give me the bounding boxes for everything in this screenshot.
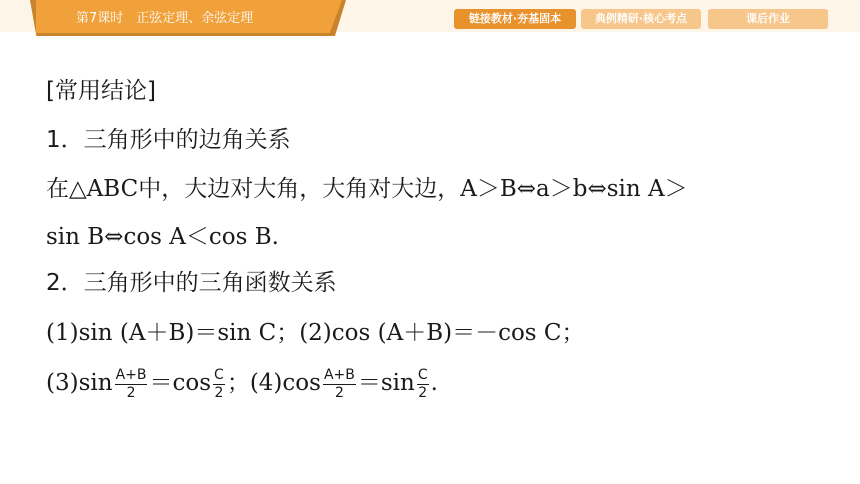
fraction: [115, 367, 148, 402]
section-heading: [常用结论]: [46, 78, 156, 104]
fraction: [417, 367, 429, 402]
formula-part: .: [430, 370, 438, 396]
fraction: [323, 367, 356, 402]
fraction-numerator: C: [214, 366, 224, 383]
lesson-title: 第7课时 正弦定理、余弦定理: [76, 11, 254, 26]
item2-heading: 2．三角形中的三角函数关系: [46, 270, 337, 296]
fraction-denominator: 2: [334, 384, 344, 401]
fraction-numerator: C: [417, 366, 428, 383]
nav-button-homework[interactable]: 课后作业: [708, 9, 828, 29]
nav-button-examples[interactable]: 典例精研·核心考点: [581, 9, 701, 29]
fraction-numerator: A+B: [115, 366, 147, 383]
nav-button-textbook[interactable]: 链接教材·夯基固本: [454, 9, 576, 29]
formula-part: ＝sin: [357, 370, 415, 396]
item1-line1: 在△ABC中，大边对大角，大角对大边，A＞B⇔a＞b⇔sin A＞: [46, 176, 688, 202]
item2-line2: [46, 364, 438, 402]
item2-line1: (1)sin (A＋B)＝sin C；(2)cos (A＋B)＝－cos C；: [46, 320, 585, 346]
formula-part: ＝cos: [149, 370, 212, 396]
formula-part: (3)sin: [46, 370, 113, 396]
formula-part: ；(4)cos: [226, 370, 321, 396]
item1-line2: sin B⇔cos A＜cos B.: [46, 224, 279, 250]
item1-heading: 1．三角形中的边角关系: [46, 127, 291, 153]
fraction-numerator: A+B: [323, 366, 355, 383]
fraction-denominator: 2: [418, 384, 428, 401]
fraction-denominator: 2: [214, 384, 224, 401]
fraction: [213, 367, 225, 402]
fraction-denominator: 2: [126, 384, 136, 401]
